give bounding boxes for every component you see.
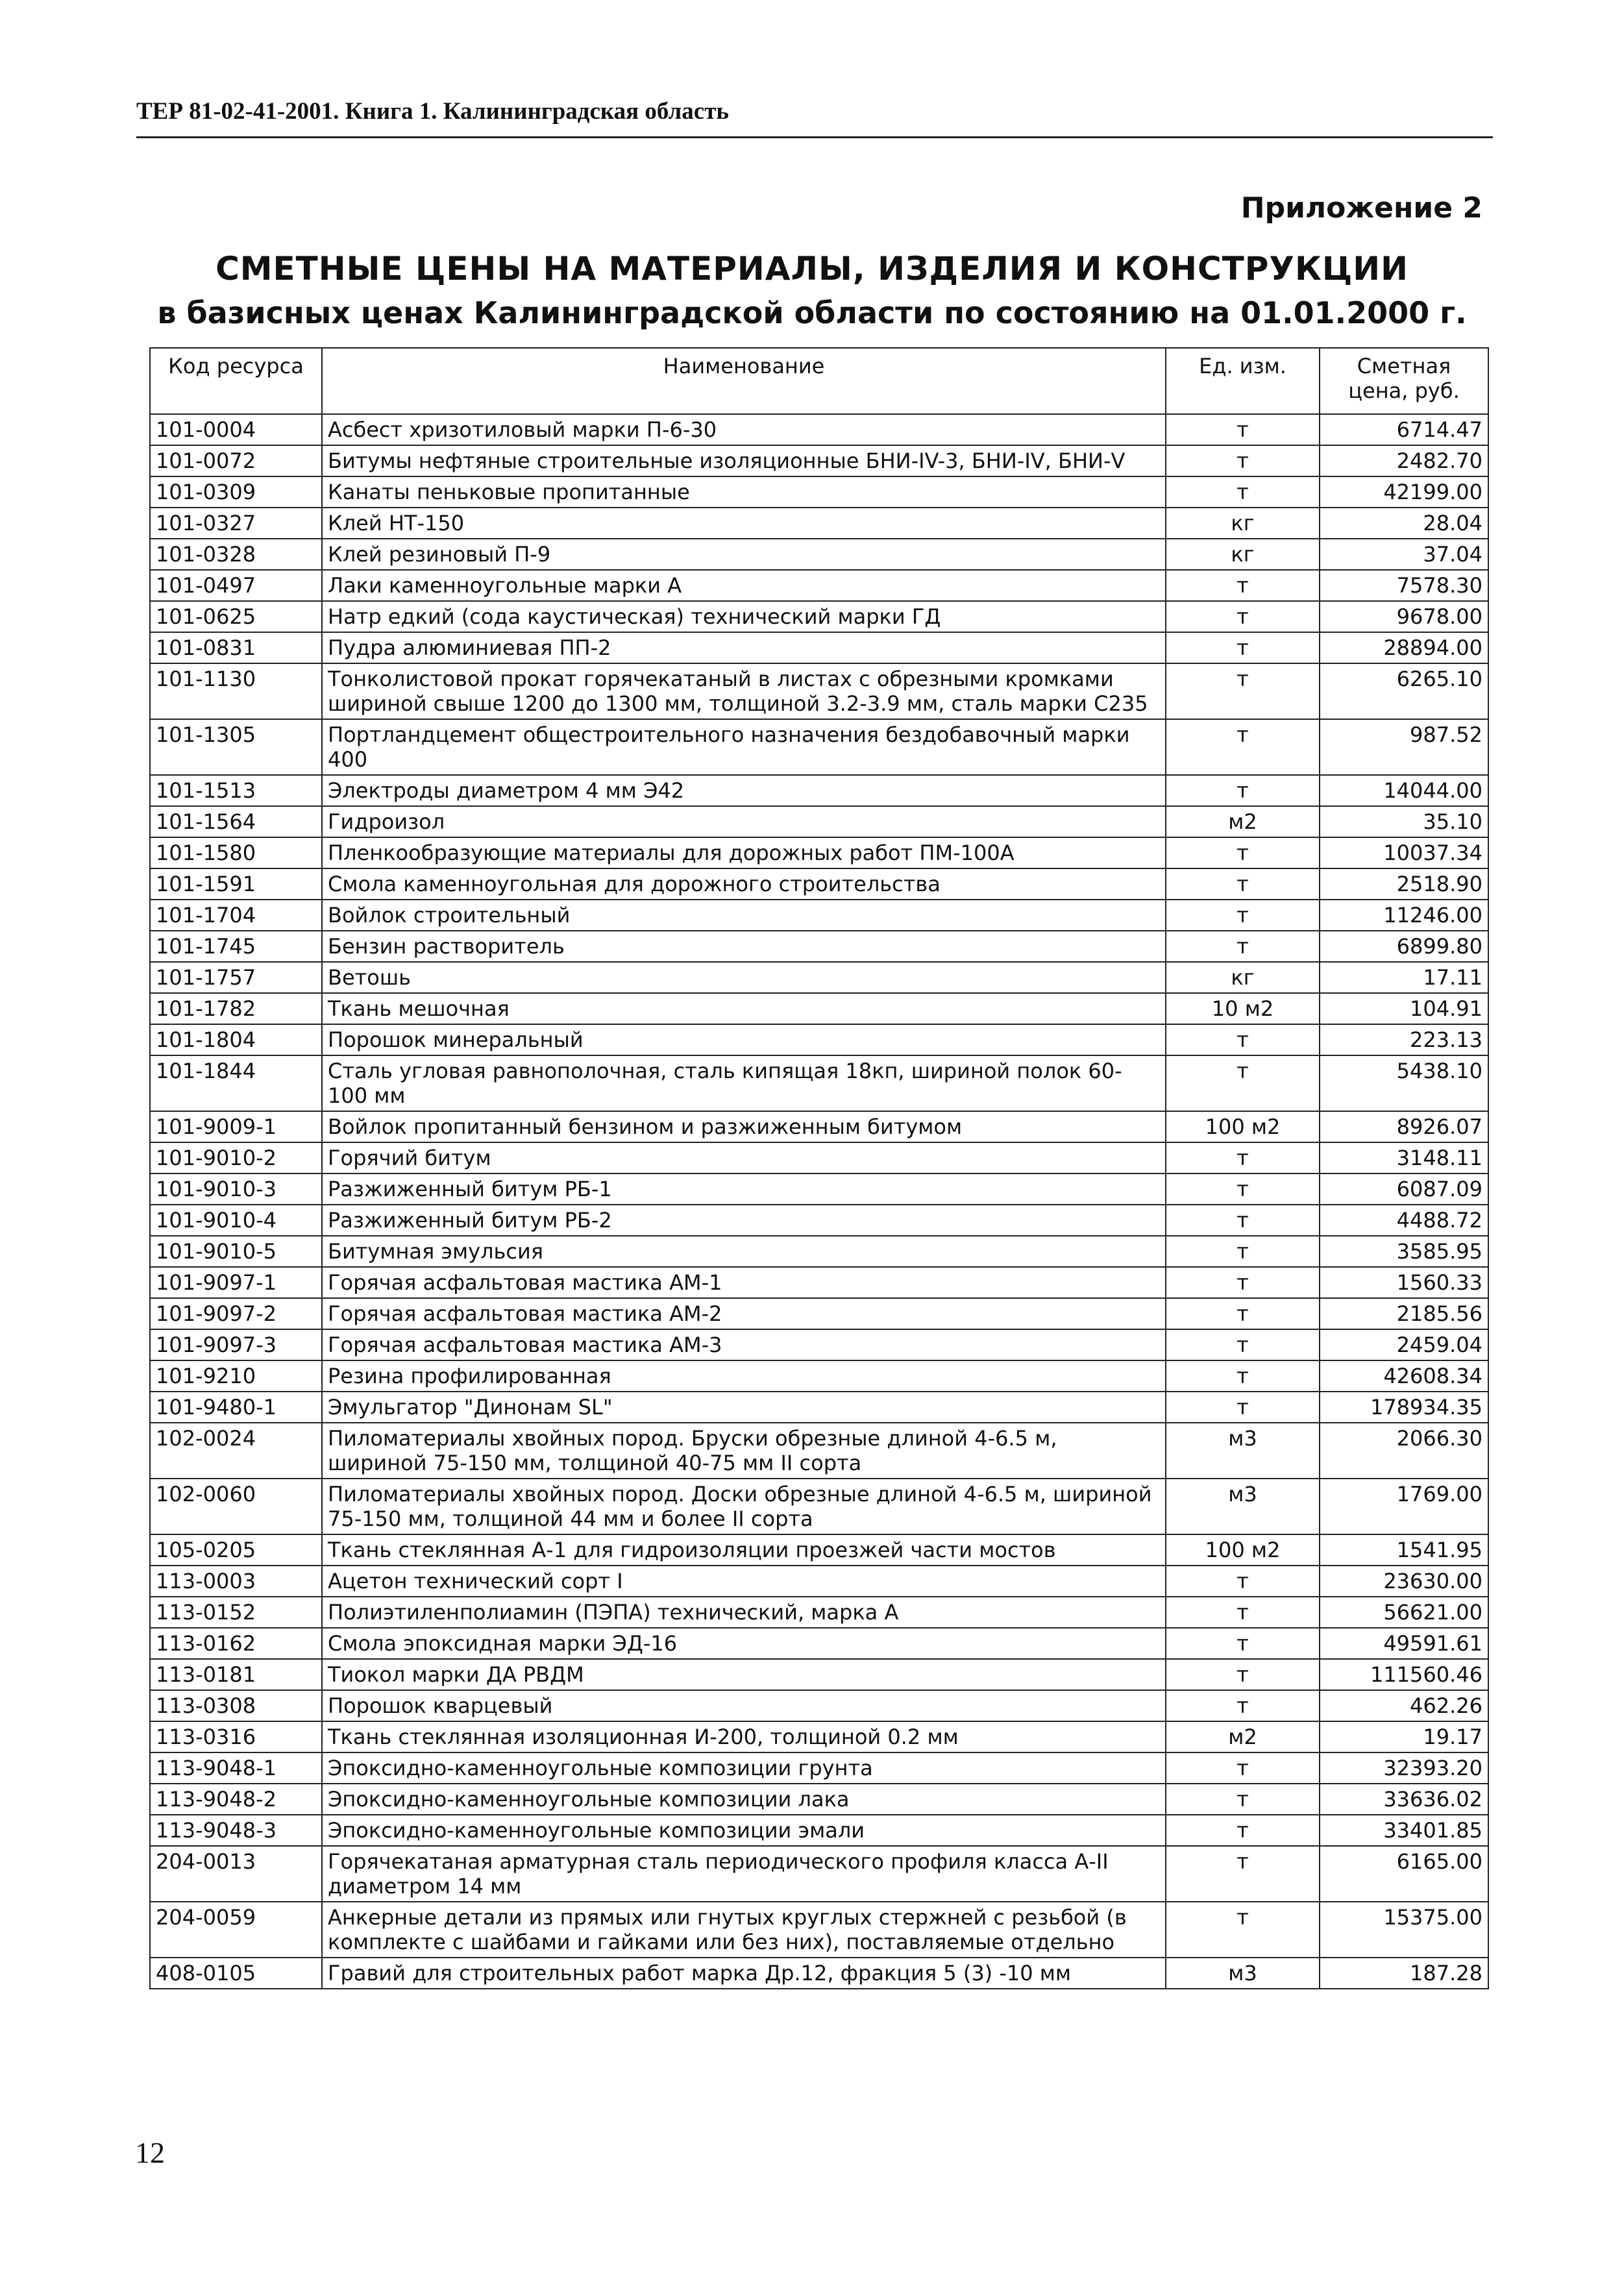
name-cell: Сталь угловая равнополочная, сталь кипящая 18кп, шириной полок 60-100 мм — [322, 1055, 1166, 1111]
code-cell: 101-1757 — [150, 962, 322, 993]
code-cell: 101-1844 — [150, 1055, 322, 1111]
table-row — [150, 1815, 1488, 1846]
table-row — [150, 1597, 1488, 1628]
name-cell: Тиокол марки ДА РВДМ — [322, 1659, 1166, 1690]
table-row — [150, 1024, 1488, 1055]
unit-cell: т — [1166, 1329, 1320, 1360]
code-cell: 101-9097-1 — [150, 1267, 322, 1298]
name-cell: Пиломатериалы хвойных пород. Бруски обрезные длиной 4-6.5 м, шириной 75-150 мм, толщиной 40-75 мм II сорта — [322, 1423, 1166, 1479]
code-cell: 102-0024 — [150, 1423, 322, 1479]
code-cell: 204-0059 — [150, 1902, 322, 1958]
price-cell: 56621.00 — [1320, 1597, 1488, 1628]
unit-cell: м2 — [1166, 1721, 1320, 1752]
page-number: 12 — [135, 2136, 165, 2169]
unit-cell: м2 — [1166, 806, 1320, 837]
price-cell: 6087.09 — [1320, 1174, 1488, 1205]
code-cell: 101-9009-1 — [150, 1111, 322, 1142]
name-cell: Натр едкий (сода каустическая) технический марки ГД — [322, 601, 1166, 632]
price-table-header — [150, 348, 1488, 414]
table-row — [150, 993, 1488, 1024]
unit-cell: т — [1166, 1298, 1320, 1329]
price-cell: 23630.00 — [1320, 1566, 1488, 1597]
unit-cell: т — [1166, 414, 1320, 445]
name-cell: Битумная эмульсия — [322, 1236, 1166, 1267]
code-cell: 101-1591 — [150, 868, 322, 900]
unit-cell: т — [1166, 837, 1320, 868]
code-cell: 113-9048-3 — [150, 1815, 322, 1846]
name-cell: Горячая асфальтовая мастика АМ-1 — [322, 1267, 1166, 1298]
column-header-price: Сметная цена, руб. — [1320, 348, 1488, 414]
unit-cell: т — [1166, 570, 1320, 601]
price-cell: 5438.10 — [1320, 1055, 1488, 1111]
column-header-code: Код ресурса — [150, 348, 322, 414]
name-cell: Разжиженный битум РБ-1 — [322, 1174, 1166, 1205]
price-cell: 462.26 — [1320, 1690, 1488, 1721]
table-row — [150, 570, 1488, 601]
table-row — [150, 1846, 1488, 1902]
unit-cell: т — [1166, 1690, 1320, 1721]
table-row — [150, 1392, 1488, 1423]
code-cell: 101-0309 — [150, 476, 322, 508]
price-cell: 3148.11 — [1320, 1142, 1488, 1174]
unit-cell: т — [1166, 445, 1320, 476]
unit-cell: т — [1166, 1752, 1320, 1784]
code-cell: 102-0060 — [150, 1479, 322, 1534]
name-cell: Тонколистовой прокат горячекатаный в листах с обрезными кромками шириной свыше 1200 до 1300 мм, толщиной 3.2-3.9 мм, сталь марки С235 — [322, 663, 1166, 719]
code-cell: 408-0105 — [150, 1958, 322, 1989]
unit-cell: т — [1166, 1392, 1320, 1423]
code-cell: 101-9480-1 — [150, 1392, 322, 1423]
name-cell: Пудра алюминиевая ПП-2 — [322, 632, 1166, 663]
name-cell: Ткань стеклянная А-1 для гидроизоляции проезжей части мостов — [322, 1534, 1166, 1566]
table-row — [150, 1111, 1488, 1142]
table-row — [150, 1142, 1488, 1174]
price-cell: 37.04 — [1320, 539, 1488, 570]
running-header — [136, 97, 1493, 138]
table-row — [150, 1174, 1488, 1205]
document-title: СМЕТНЫЕ ЦЕНЫ НА МАТЕРИАЛЫ, ИЗДЕЛИЯ И КОНСТРУКЦИИ — [215, 250, 1409, 288]
table-row — [150, 1423, 1488, 1479]
table-row — [150, 1267, 1488, 1298]
name-cell: Анкерные детали из прямых или гнутых круглых стержней с резьбой (в комплекте с шайбами и гайками или без них), поставляемые отдельно — [322, 1902, 1166, 1958]
name-cell: Эпоксидно-каменноугольные композиции грунта — [322, 1752, 1166, 1784]
code-cell: 101-9097-2 — [150, 1298, 322, 1329]
table-row — [150, 1784, 1488, 1815]
name-cell: Войлок пропитанный бензином и разжиженным битумом — [322, 1111, 1166, 1142]
price-cell: 28.04 — [1320, 508, 1488, 539]
price-cell: 178934.35 — [1320, 1392, 1488, 1423]
unit-cell: т — [1166, 1360, 1320, 1392]
name-cell: Эпоксидно-каменноугольные композиции лака — [322, 1784, 1166, 1815]
name-cell: Войлок строительный — [322, 900, 1166, 931]
unit-cell: т — [1166, 868, 1320, 900]
unit-cell: т — [1166, 476, 1320, 508]
unit-cell: т — [1166, 931, 1320, 962]
price-cell: 104.91 — [1320, 993, 1488, 1024]
price-cell: 987.52 — [1320, 719, 1488, 775]
name-cell: Эпоксидно-каменноугольные композиции эмали — [322, 1815, 1166, 1846]
name-cell: Асбест хризотиловый марки П-6-30 — [322, 414, 1166, 445]
unit-cell: т — [1166, 1846, 1320, 1902]
name-cell: Битумы нефтяные строительные изоляционные БНИ-IV-3, БНИ-IV, БНИ-V — [322, 445, 1166, 476]
price-cell: 6899.80 — [1320, 931, 1488, 962]
price-cell: 223.13 — [1320, 1024, 1488, 1055]
price-cell: 7578.30 — [1320, 570, 1488, 601]
table-row — [150, 1205, 1488, 1236]
price-cell: 1769.00 — [1320, 1479, 1488, 1534]
price-cell: 4488.72 — [1320, 1205, 1488, 1236]
price-cell: 2185.56 — [1320, 1298, 1488, 1329]
name-cell: Гравий для строительных работ марка Др.12, фракция 5 (3) -10 мм — [322, 1958, 1166, 1989]
price-cell: 35.10 — [1320, 806, 1488, 837]
name-cell: Порошок кварцевый — [322, 1690, 1166, 1721]
code-cell: 101-1782 — [150, 993, 322, 1024]
code-cell: 101-9210 — [150, 1360, 322, 1392]
table-row — [150, 508, 1488, 539]
table-row — [150, 775, 1488, 806]
name-cell: Пиломатериалы хвойных пород. Доски обрезные длиной 4-6.5 м, шириной 75-150 мм, толщиной 44 мм и более II сорта — [322, 1479, 1166, 1534]
table-row — [150, 931, 1488, 962]
code-cell: 204-0013 — [150, 1846, 322, 1902]
table-row — [150, 632, 1488, 663]
name-cell: Ткань стеклянная изоляционная И-200, толщиной 0.2 мм — [322, 1721, 1166, 1752]
name-cell: Гидроизол — [322, 806, 1166, 837]
code-cell: 101-1804 — [150, 1024, 322, 1055]
unit-cell: т — [1166, 1659, 1320, 1690]
unit-cell: т — [1166, 601, 1320, 632]
name-cell: Лаки каменноугольные марки А — [322, 570, 1166, 601]
table-row — [150, 1690, 1488, 1721]
price-cell: 1541.95 — [1320, 1534, 1488, 1566]
price-cell: 15375.00 — [1320, 1902, 1488, 1958]
table-row — [150, 962, 1488, 993]
code-cell: 113-0152 — [150, 1597, 322, 1628]
name-cell: Горячекатаная арматурная сталь периодического профиля класса А-II диаметром 14 мм — [322, 1846, 1166, 1902]
unit-cell: 100 м2 — [1166, 1534, 1320, 1566]
unit-cell: м3 — [1166, 1958, 1320, 1989]
code-cell: 113-0308 — [150, 1690, 322, 1721]
table-row — [150, 868, 1488, 900]
appendix-label: Приложение 2 — [1240, 191, 1483, 225]
unit-cell: т — [1166, 1784, 1320, 1815]
unit-cell: т — [1166, 1205, 1320, 1236]
code-cell: 101-1130 — [150, 663, 322, 719]
price-cell: 49591.61 — [1320, 1628, 1488, 1659]
column-header-unit: Ед. изм. — [1166, 348, 1320, 414]
code-cell: 101-0004 — [150, 414, 322, 445]
table-row — [150, 1958, 1488, 1989]
name-cell: Клей резиновый П-9 — [322, 539, 1166, 570]
name-cell: Бензин растворитель — [322, 931, 1166, 962]
column-header-name: Наименование — [322, 348, 1166, 414]
unit-cell: м3 — [1166, 1423, 1320, 1479]
name-cell: Ветошь — [322, 962, 1166, 993]
price-cell: 33401.85 — [1320, 1815, 1488, 1846]
unit-cell: т — [1166, 663, 1320, 719]
name-cell: Канаты пеньковые пропитанные — [322, 476, 1166, 508]
price-cell: 6165.00 — [1320, 1846, 1488, 1902]
unit-cell: т — [1166, 1174, 1320, 1205]
price-cell: 6714.47 — [1320, 414, 1488, 445]
name-cell: Эмульгатор "Динонам SL" — [322, 1392, 1166, 1423]
unit-cell: 100 м2 — [1166, 1111, 1320, 1142]
name-cell: Смола каменноугольная для дорожного строительства — [322, 868, 1166, 900]
code-cell: 113-0181 — [150, 1659, 322, 1690]
code-cell: 101-1513 — [150, 775, 322, 806]
code-cell: 101-1580 — [150, 837, 322, 868]
table-row — [150, 476, 1488, 508]
price-cell: 9678.00 — [1320, 601, 1488, 632]
unit-cell: т — [1166, 719, 1320, 775]
table-row — [150, 1721, 1488, 1752]
unit-cell: т — [1166, 1267, 1320, 1298]
table-row — [150, 601, 1488, 632]
name-cell: Горячий битум — [322, 1142, 1166, 1174]
unit-cell: кг — [1166, 539, 1320, 570]
price-cell: 3585.95 — [1320, 1236, 1488, 1267]
unit-cell: кг — [1166, 508, 1320, 539]
code-cell: 101-9010-3 — [150, 1174, 322, 1205]
name-cell: Разжиженный битум РБ-2 — [322, 1205, 1166, 1236]
code-cell: 101-1564 — [150, 806, 322, 837]
unit-cell: т — [1166, 1566, 1320, 1597]
price-cell: 6265.10 — [1320, 663, 1488, 719]
price-table-body — [150, 414, 1488, 1989]
table-row — [150, 1902, 1488, 1958]
price-cell: 42199.00 — [1320, 476, 1488, 508]
name-cell: Портландцемент общестроительного назначения бездобавочный марки 400 — [322, 719, 1166, 775]
table-row — [150, 1236, 1488, 1267]
table-row — [150, 1628, 1488, 1659]
document-subtitle: в базисных ценах Калининградской области по состоянию на 01.01.2000 г. — [157, 295, 1467, 330]
table-row — [150, 539, 1488, 570]
unit-cell: т — [1166, 775, 1320, 806]
table-row — [150, 414, 1488, 445]
name-cell: Полиэтиленполиамин (ПЭПА) технический, марка А — [322, 1597, 1166, 1628]
table-row — [150, 837, 1488, 868]
name-cell: Резина профилированная — [322, 1360, 1166, 1392]
unit-cell: т — [1166, 1628, 1320, 1659]
running-title: ТЕР 81-02-41-2001. Книга 1. Калининградская область — [136, 98, 729, 125]
price-cell: 2482.70 — [1320, 445, 1488, 476]
table-row — [150, 1298, 1488, 1329]
price-cell: 10037.34 — [1320, 837, 1488, 868]
price-cell: 2518.90 — [1320, 868, 1488, 900]
table-row — [150, 1479, 1488, 1534]
unit-cell: т — [1166, 1024, 1320, 1055]
price-cell: 19.17 — [1320, 1721, 1488, 1752]
table-row — [150, 1566, 1488, 1597]
price-cell: 32393.20 — [1320, 1752, 1488, 1784]
name-cell: Порошок минеральный — [322, 1024, 1166, 1055]
code-cell: 101-9010-4 — [150, 1205, 322, 1236]
price-cell: 42608.34 — [1320, 1360, 1488, 1392]
code-cell: 101-1305 — [150, 719, 322, 775]
unit-cell: кг — [1166, 962, 1320, 993]
header-row — [150, 348, 1488, 414]
price-cell: 8926.07 — [1320, 1111, 1488, 1142]
code-cell: 101-0497 — [150, 570, 322, 601]
code-cell: 101-0327 — [150, 508, 322, 539]
unit-cell: т — [1166, 1055, 1320, 1111]
price-cell: 11246.00 — [1320, 900, 1488, 931]
code-cell: 113-9048-2 — [150, 1784, 322, 1815]
code-cell: 113-0162 — [150, 1628, 322, 1659]
price-cell: 14044.00 — [1320, 775, 1488, 806]
price-table — [149, 347, 1489, 1989]
price-cell: 1560.33 — [1320, 1267, 1488, 1298]
table-row — [150, 806, 1488, 837]
code-cell: 101-9010-2 — [150, 1142, 322, 1174]
unit-cell: т — [1166, 632, 1320, 663]
code-cell: 113-0316 — [150, 1721, 322, 1752]
code-cell: 101-0625 — [150, 601, 322, 632]
table-row — [150, 900, 1488, 931]
name-cell: Горячая асфальтовая мастика АМ-2 — [322, 1298, 1166, 1329]
price-cell: 2459.04 — [1320, 1329, 1488, 1360]
code-cell: 105-0205 — [150, 1534, 322, 1566]
code-cell: 101-1745 — [150, 931, 322, 962]
price-cell: 187.28 — [1320, 1958, 1488, 1989]
code-cell: 101-9010-5 — [150, 1236, 322, 1267]
code-cell: 101-0328 — [150, 539, 322, 570]
code-cell: 113-9048-1 — [150, 1752, 322, 1784]
code-cell: 101-9097-3 — [150, 1329, 322, 1360]
name-cell: Ацетон технический сорт I — [322, 1566, 1166, 1597]
price-cell: 33636.02 — [1320, 1784, 1488, 1815]
price-cell: 111560.46 — [1320, 1659, 1488, 1690]
unit-cell: т — [1166, 1597, 1320, 1628]
name-cell: Клей НТ-150 — [322, 508, 1166, 539]
unit-cell: т — [1166, 1902, 1320, 1958]
table-row — [150, 1360, 1488, 1392]
code-cell: 101-0072 — [150, 445, 322, 476]
price-cell: 17.11 — [1320, 962, 1488, 993]
code-cell: 101-0831 — [150, 632, 322, 663]
table-row — [150, 1055, 1488, 1111]
unit-cell: т — [1166, 1236, 1320, 1267]
unit-cell: т — [1166, 1142, 1320, 1174]
code-cell: 101-1704 — [150, 900, 322, 931]
name-cell: Смола эпоксидная марки ЭД-16 — [322, 1628, 1166, 1659]
price-cell: 2066.30 — [1320, 1423, 1488, 1479]
table-row — [150, 1659, 1488, 1690]
price-cell: 28894.00 — [1320, 632, 1488, 663]
unit-cell: т — [1166, 1815, 1320, 1846]
name-cell: Пленкообразующие материалы для дорожных работ ПМ-100А — [322, 837, 1166, 868]
unit-cell: т — [1166, 900, 1320, 931]
unit-cell: 10 м2 — [1166, 993, 1320, 1024]
table-row — [150, 445, 1488, 476]
name-cell: Горячая асфальтовая мастика АМ-3 — [322, 1329, 1166, 1360]
name-cell: Электроды диаметром 4 мм Э42 — [322, 775, 1166, 806]
table-row — [150, 1329, 1488, 1360]
table-row — [150, 663, 1488, 719]
name-cell: Ткань мешочная — [322, 993, 1166, 1024]
unit-cell: м3 — [1166, 1479, 1320, 1534]
table-row — [150, 1534, 1488, 1566]
code-cell: 113-0003 — [150, 1566, 322, 1597]
table-row — [150, 1752, 1488, 1784]
table-row — [150, 719, 1488, 775]
